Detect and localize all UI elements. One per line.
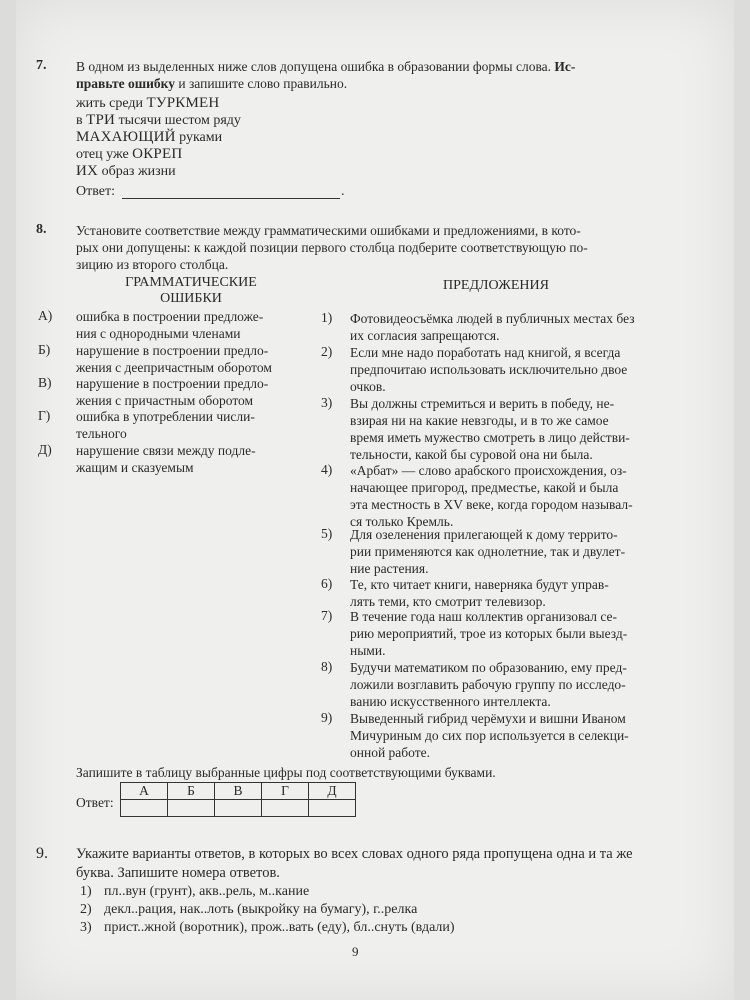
answer-table-header: Б	[168, 783, 215, 800]
sentence-text: Фотовидеосъёмка людей в публичных местах без их согласия запрещаются.	[350, 311, 635, 343]
answer-cell[interactable]	[215, 800, 262, 817]
task9-option-label: 1)	[80, 884, 92, 899]
sentence-label: 8)	[321, 659, 333, 674]
task9-option-label: 2)	[80, 902, 92, 917]
task7-intro-bold1: Ис-	[554, 59, 576, 74]
error-label: Г)	[38, 408, 51, 423]
sentence-text: Выведенный гибрид черёмухи и вишни Иваном Мичуриным до сих пор используется в селекци- онной работе.	[350, 711, 629, 760]
task7-intro-a: В одном из выделенных ниже слов допущена ошибка в образовании формы слова.	[76, 59, 552, 74]
sentence-label: 2)	[321, 344, 333, 359]
task8-table-instruction: Запишите в таблицу выбранные цифры под соответствующими буквами.	[76, 765, 496, 780]
page-number: 9	[352, 944, 359, 959]
sentence-label: 9)	[321, 710, 333, 725]
task8-number: 8.	[36, 222, 47, 237]
task8-answer-table	[120, 782, 356, 817]
error-text: нарушение связи между подле- жащим и сказуемым	[76, 443, 256, 475]
task8-answer-label: Ответ:	[76, 795, 114, 810]
error-text: нарушение в построении предло- жения с деепричастным оборотом	[76, 343, 272, 375]
answer-cell[interactable]	[309, 800, 356, 817]
sentence-label: 4)	[321, 462, 333, 477]
answer-table-header: В	[215, 783, 262, 800]
sentence-text: Те, кто читает книги, наверняка будут управ- лять теми, кто смотрит телевизор.	[350, 577, 609, 609]
task8-intro-line: зицию из второго столбца.	[76, 257, 229, 272]
task7-intro-bold2: правьте ошибку	[76, 76, 175, 91]
task7-answer-field[interactable]	[122, 183, 340, 199]
error-label: Б)	[38, 342, 51, 357]
sentence-label: 3)	[321, 395, 333, 410]
task9-intro-line: буква. Запишите номера ответов.	[76, 865, 280, 881]
answer-cell[interactable]	[168, 800, 215, 817]
task7-line: жить среди ТУРКМЕН	[76, 95, 220, 111]
task7-number: 7.	[36, 58, 47, 73]
answer-table-header: А	[121, 783, 168, 800]
errors-column-heading: ГРАММАТИЧЕСКИЕ ОШИБКИ	[125, 275, 257, 306]
task7-line: МАХАЮЩИЙ руками	[76, 129, 223, 145]
task9-option-text: декл..рация, нак..лоть (выкройку на бумагу), г..релка	[104, 902, 418, 917]
sentence-text: «Арбат» — слово арабского происхождения, оз- начающее пригород, предместье, какой и была эта местность в XV веке, когда городом называл- ся только Кремль.	[350, 463, 633, 529]
sentence-text: Будучи математиком по образованию, ему пред- ложили возглавить рабочую группу по исследо- ванию искусственного интеллекта.	[350, 660, 627, 709]
task9-intro-line: Укажите варианты ответов, в которых во всех словах одного ряда пропущена одна и та же	[76, 846, 633, 862]
task9-option-label: 3)	[80, 920, 92, 935]
sentence-text: Для озеленения прилегающей к дому террито- рии применяются как однолетние, так и двулет- ние растения.	[350, 527, 626, 576]
error-label: Д)	[38, 442, 52, 457]
page	[16, 0, 734, 1000]
sentence-text: Вы должны стремиться и верить в победу, не- взирая ни на какие невзгоды, и в то же самое время иметь мужество смотреть в лицо действи- тельности, какой бы суровой она ни была.	[350, 396, 630, 462]
answer-table-header: Г	[262, 783, 309, 800]
answer-cell[interactable]	[121, 800, 168, 817]
sentence-label: 5)	[321, 526, 333, 541]
task7-intro-b: и запишите слово правильно.	[178, 76, 348, 91]
sentence-text: В течение года наш коллектив организовал се- рию мероприятий, трое из которых были выезд- ными.	[350, 609, 628, 658]
error-text: ошибка в употреблении числи- тельного	[76, 409, 255, 441]
task7-intro	[76, 58, 718, 92]
sentences-column-heading: ПРЕДЛОЖЕНИЯ	[443, 278, 549, 293]
sentence-label: 1)	[321, 310, 333, 325]
error-label: А)	[38, 308, 53, 323]
task8-intro-line: рых они допущены: к каждой позиции первого столбца подберите соответствующую по-	[76, 240, 588, 255]
task7-line: в ТРИ тысячи шестом ряду	[76, 112, 241, 128]
answer-table-header: Д	[309, 783, 356, 800]
sentence-text: Если мне надо поработать над книгой, я всегда предпочитаю использовать исключительно двое очков.	[350, 345, 628, 394]
task7-line: ИХ образ жизни	[76, 163, 176, 179]
sentence-label: 6)	[321, 576, 333, 591]
answer-cell[interactable]	[262, 800, 309, 817]
task9-option-text: пл..вун (грунт), акв..рель, м..кание	[104, 884, 310, 899]
task7-line: отец уже ОКРЕП	[76, 146, 183, 162]
task7-answer-label: Ответ:	[76, 184, 115, 199]
task9-option-text: прист..жной (воротник), прож..вать (еду), бл..снуть (вдали)	[104, 920, 455, 935]
task8-intro-line: Установите соответствие между грамматическими ошибками и предложениями, в кото-	[76, 223, 581, 238]
error-text: ошибка в построении предложе- ния с однородными членами	[76, 309, 264, 341]
task7-answer-end: .	[341, 184, 345, 199]
error-label: В)	[38, 375, 52, 390]
task9-number: 9.	[36, 845, 48, 862]
sentence-label: 7)	[321, 608, 333, 623]
error-text: нарушение в построении предло- жения с причастным оборотом	[76, 376, 269, 408]
